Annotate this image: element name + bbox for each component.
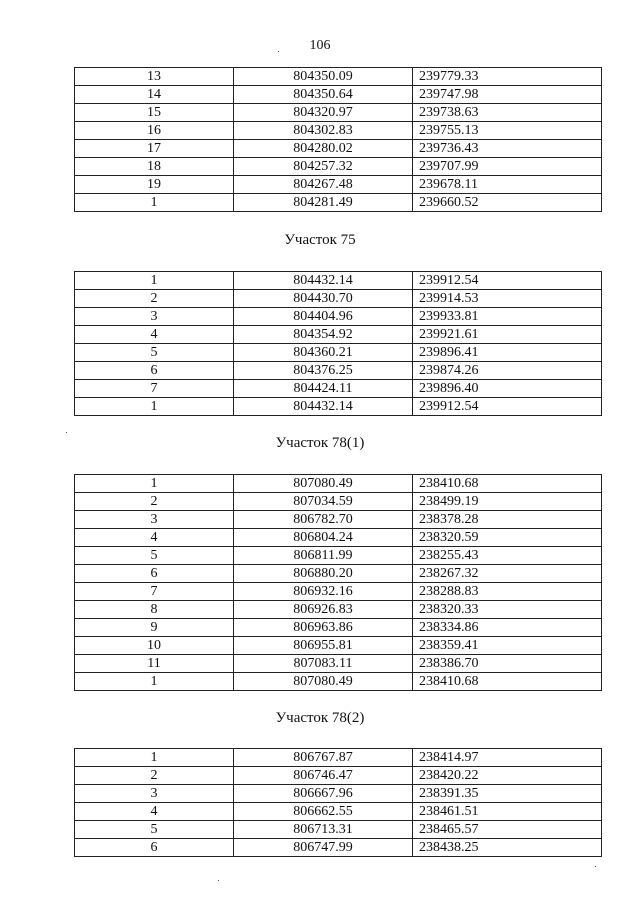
- point-number-cell: 1: [75, 475, 234, 493]
- x-coordinate-cell: 804281.49: [234, 194, 413, 212]
- y-coordinate-cell: 239933.81: [413, 308, 602, 326]
- table-row: [75, 194, 602, 212]
- point-number-cell: 7: [75, 380, 234, 398]
- y-coordinate-cell: 238334.86: [413, 619, 602, 637]
- table-row: [75, 326, 602, 344]
- x-coordinate-cell: 806667.96: [234, 785, 413, 803]
- point-number-cell: 10: [75, 637, 234, 655]
- scan-speck: [66, 432, 67, 433]
- y-coordinate-cell: 239738.63: [413, 104, 602, 122]
- x-coordinate-cell: 804302.83: [234, 122, 413, 140]
- point-number-cell: 19: [75, 176, 234, 194]
- y-coordinate-cell: 239747.98: [413, 86, 602, 104]
- table-row: [75, 362, 602, 380]
- y-coordinate-cell: 238320.59: [413, 529, 602, 547]
- table-row: [75, 380, 602, 398]
- y-coordinate-cell: 238438.25: [413, 839, 602, 857]
- x-coordinate-cell: 804424.11: [234, 380, 413, 398]
- y-coordinate-cell: 239678.11: [413, 176, 602, 194]
- point-number-cell: 11: [75, 655, 234, 673]
- coordinates-table: [74, 474, 602, 691]
- table-row: [75, 619, 602, 637]
- point-number-cell: 7: [75, 583, 234, 601]
- table-row: [75, 122, 602, 140]
- y-coordinate-cell: 238288.83: [413, 583, 602, 601]
- x-coordinate-cell: 806955.81: [234, 637, 413, 655]
- section-title: Участок 75: [284, 232, 356, 248]
- point-number-cell: 5: [75, 344, 234, 362]
- y-coordinate-cell: 238359.41: [413, 637, 602, 655]
- y-coordinate-cell: 238414.97: [413, 749, 602, 767]
- table-row: [75, 673, 602, 691]
- point-number-cell: 6: [75, 839, 234, 857]
- coordinates-table: [74, 748, 602, 857]
- x-coordinate-cell: 806963.86: [234, 619, 413, 637]
- x-coordinate-cell: 804432.14: [234, 398, 413, 416]
- point-number-cell: 1: [75, 749, 234, 767]
- x-coordinate-cell: 806662.55: [234, 803, 413, 821]
- point-number-cell: 8: [75, 601, 234, 619]
- table-row: [75, 839, 602, 857]
- point-number-cell: 2: [75, 290, 234, 308]
- y-coordinate-cell: 239896.40: [413, 380, 602, 398]
- point-number-cell: 3: [75, 308, 234, 326]
- table-row: [75, 86, 602, 104]
- table-row: [75, 565, 602, 583]
- y-coordinate-cell: 238378.28: [413, 511, 602, 529]
- y-coordinate-cell: 239921.61: [413, 326, 602, 344]
- x-coordinate-cell: 806746.47: [234, 767, 413, 785]
- scan-speck: [218, 880, 219, 881]
- point-number-cell: 4: [75, 326, 234, 344]
- section-title: Участок 78(2): [275, 710, 365, 726]
- point-number-cell: 2: [75, 767, 234, 785]
- x-coordinate-cell: 804257.32: [234, 158, 413, 176]
- point-number-cell: 3: [75, 785, 234, 803]
- y-coordinate-cell: 238461.51: [413, 803, 602, 821]
- x-coordinate-cell: 806932.16: [234, 583, 413, 601]
- table-row: [75, 547, 602, 565]
- y-coordinate-cell: 239736.43: [413, 140, 602, 158]
- point-number-cell: 1: [75, 673, 234, 691]
- y-coordinate-cell: 238499.19: [413, 493, 602, 511]
- page-number: 106: [309, 38, 331, 53]
- point-number-cell: 1: [75, 272, 234, 290]
- x-coordinate-cell: 804376.25: [234, 362, 413, 380]
- section-title: Участок 78(1): [275, 435, 365, 451]
- y-coordinate-cell: 238391.35: [413, 785, 602, 803]
- y-coordinate-cell: 239912.54: [413, 272, 602, 290]
- y-coordinate-cell: 239914.53: [413, 290, 602, 308]
- y-coordinate-cell: 239707.99: [413, 158, 602, 176]
- x-coordinate-cell: 806811.99: [234, 547, 413, 565]
- table-row: [75, 529, 602, 547]
- x-coordinate-cell: 804430.70: [234, 290, 413, 308]
- point-number-cell: 4: [75, 529, 234, 547]
- x-coordinate-cell: 807080.49: [234, 475, 413, 493]
- table-row: [75, 749, 602, 767]
- table-row: [75, 655, 602, 673]
- x-coordinate-cell: 807083.11: [234, 655, 413, 673]
- table-row: [75, 493, 602, 511]
- table-row: [75, 821, 602, 839]
- table-row: [75, 475, 602, 493]
- table-row: [75, 511, 602, 529]
- point-number-cell: 4: [75, 803, 234, 821]
- y-coordinate-cell: 238465.57: [413, 821, 602, 839]
- point-number-cell: 9: [75, 619, 234, 637]
- point-number-cell: 14: [75, 86, 234, 104]
- y-coordinate-cell: 238320.33: [413, 601, 602, 619]
- x-coordinate-cell: 807034.59: [234, 493, 413, 511]
- point-number-cell: 18: [75, 158, 234, 176]
- x-coordinate-cell: 806782.70: [234, 511, 413, 529]
- table-row: [75, 583, 602, 601]
- x-coordinate-cell: 806747.99: [234, 839, 413, 857]
- coordinates-table: [74, 67, 602, 212]
- y-coordinate-cell: 238410.68: [413, 673, 602, 691]
- y-coordinate-cell: 238267.32: [413, 565, 602, 583]
- table-row: [75, 767, 602, 785]
- table-row: [75, 158, 602, 176]
- point-number-cell: 2: [75, 493, 234, 511]
- point-number-cell: 6: [75, 565, 234, 583]
- table-row: [75, 68, 602, 86]
- table-row: [75, 176, 602, 194]
- table-row: [75, 344, 602, 362]
- table-row: [75, 104, 602, 122]
- table-row: [75, 308, 602, 326]
- point-number-cell: 17: [75, 140, 234, 158]
- x-coordinate-cell: 806926.83: [234, 601, 413, 619]
- coordinates-table: [74, 271, 602, 416]
- y-coordinate-cell: 239896.41: [413, 344, 602, 362]
- x-coordinate-cell: 804360.21: [234, 344, 413, 362]
- table-row: [75, 785, 602, 803]
- x-coordinate-cell: 806767.87: [234, 749, 413, 767]
- table-row: [75, 601, 602, 619]
- point-number-cell: 15: [75, 104, 234, 122]
- y-coordinate-cell: 238255.43: [413, 547, 602, 565]
- point-number-cell: 6: [75, 362, 234, 380]
- table-row: [75, 803, 602, 821]
- table-row: [75, 272, 602, 290]
- x-coordinate-cell: 804354.92: [234, 326, 413, 344]
- point-number-cell: 3: [75, 511, 234, 529]
- x-coordinate-cell: 806880.20: [234, 565, 413, 583]
- x-coordinate-cell: 804350.09: [234, 68, 413, 86]
- y-coordinate-cell: 239912.54: [413, 398, 602, 416]
- x-coordinate-cell: 806804.24: [234, 529, 413, 547]
- point-number-cell: 5: [75, 547, 234, 565]
- point-number-cell: 1: [75, 398, 234, 416]
- point-number-cell: 13: [75, 68, 234, 86]
- y-coordinate-cell: 238410.68: [413, 475, 602, 493]
- y-coordinate-cell: 238420.22: [413, 767, 602, 785]
- x-coordinate-cell: 807080.49: [234, 673, 413, 691]
- x-coordinate-cell: 804267.48: [234, 176, 413, 194]
- table-row: [75, 290, 602, 308]
- y-coordinate-cell: 239874.26: [413, 362, 602, 380]
- y-coordinate-cell: 239660.52: [413, 194, 602, 212]
- table-row: [75, 637, 602, 655]
- x-coordinate-cell: 804320.97: [234, 104, 413, 122]
- table-row: [75, 140, 602, 158]
- x-coordinate-cell: 804280.02: [234, 140, 413, 158]
- table-row: [75, 398, 602, 416]
- scan-speck: [278, 51, 279, 52]
- y-coordinate-cell: 238386.70: [413, 655, 602, 673]
- x-coordinate-cell: 804350.64: [234, 86, 413, 104]
- y-coordinate-cell: 239755.13: [413, 122, 602, 140]
- point-number-cell: 1: [75, 194, 234, 212]
- scan-speck: [595, 866, 596, 867]
- y-coordinate-cell: 239779.33: [413, 68, 602, 86]
- point-number-cell: 5: [75, 821, 234, 839]
- x-coordinate-cell: 804432.14: [234, 272, 413, 290]
- x-coordinate-cell: 806713.31: [234, 821, 413, 839]
- x-coordinate-cell: 804404.96: [234, 308, 413, 326]
- point-number-cell: 16: [75, 122, 234, 140]
